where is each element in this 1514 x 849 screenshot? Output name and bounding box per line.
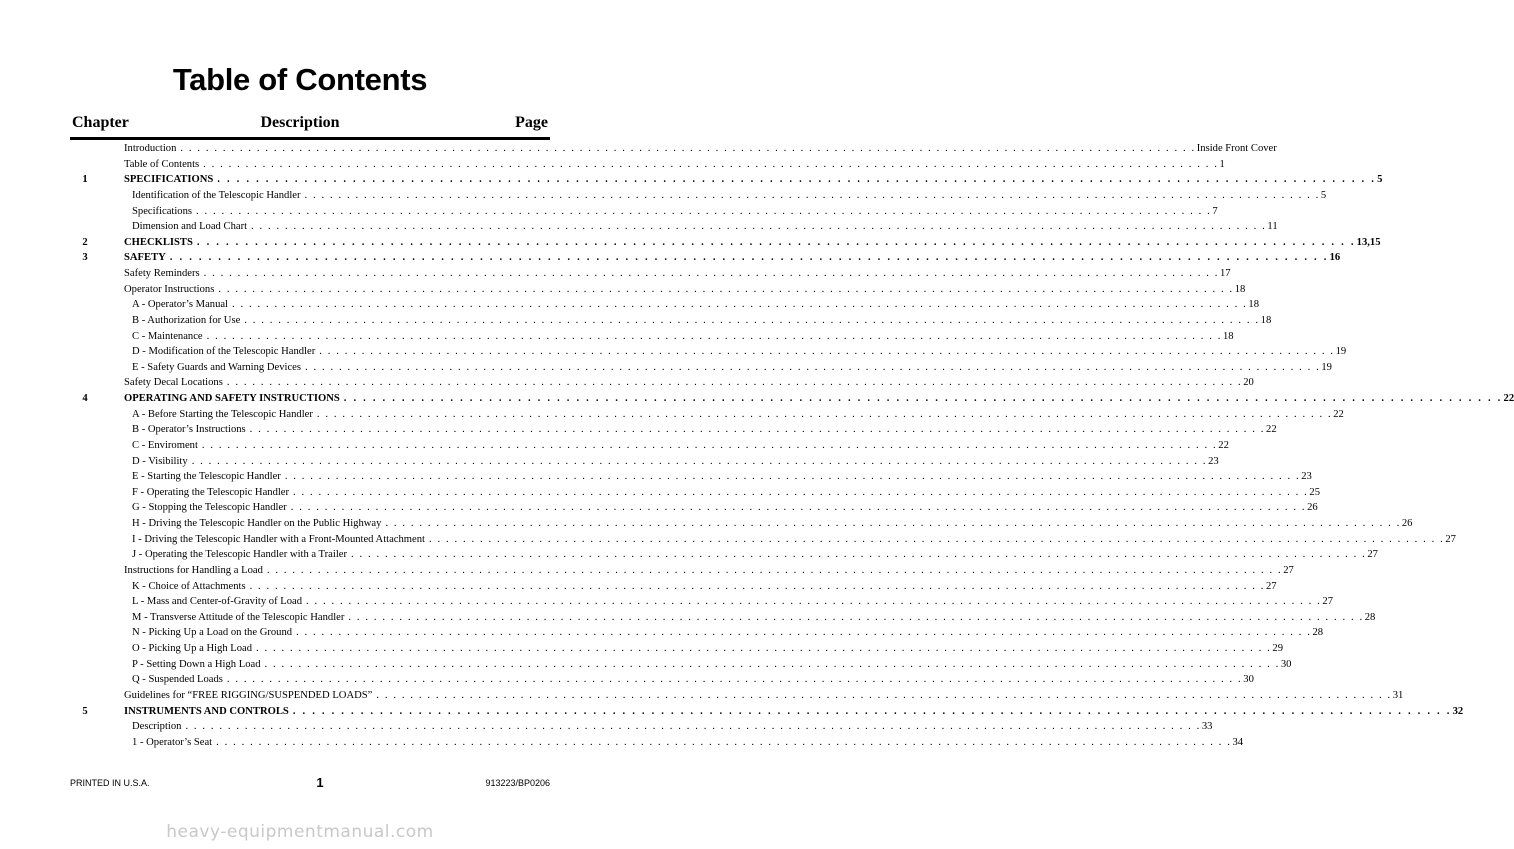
dot-leader: . . . . . . . . . . . . . . . . . . . . . . . . . . . . . . . . . . . . . . . . . . . . . . . . . . . . . . . . . . . . . . . . . . . . . . . . . . . . . . . . . . . . . . . . . . . . . . . . . . . . . . . . . . . . . . . . . . . . . . . . (293, 486, 1309, 498)
toc-row (0, 657, 1292, 673)
entry-title: CHECKLISTS (124, 236, 193, 248)
dot-leader: . . . . . . . . . . . . . . . . . . . . . . . . . . . . . . . . . . . . . . . . . . . . . . . . . . . . . . . . . . . . . . . . . . . . . . . . . . . . . . . . . . . . . . . . . . . . . . . . . . . . . . . . . . . . . . . . . . . . . . . . (428, 533, 1445, 545)
toc-row (0, 688, 1404, 704)
dot-leader: . . . . . . . . . . . . . . . . . . . . . . . . . . . . . . . . . . . . . . . . . . . . . . . . . . . . . . . . . . . . . . . . . . . . . . . . . . . . . . . . . . . . . . . . . . . . . . . . . . . . . . . . . . . . . . . . . . . . . . . . (185, 721, 1201, 733)
page-title: Table of Contents (172, 62, 428, 97)
column-header-page: Page (515, 114, 548, 131)
toc-entry[interactable] (132, 610, 1376, 626)
dot-leader: . . . . . . . . . . . . . . . . . . . . . . . . . . . . . . . . . . . . . . . . . . . . . . . . . . . . . . . . . . . . . . . . . . . . . . . . . . . . . . . . . . . . . . . . . . . . . . . . . . . . . . . . . . . . . . . . . . . . . . . . (305, 361, 1321, 373)
entry-title: O - Picking Up a High Load (132, 643, 253, 654)
dot-leader: . . . . . . . . . . . . . . . . . . . . . . . . . . . . . . . . . . . . . . . . . . . . . . . . . . . . . . . . . . . . . . . . . . . . . . . . . . . . . . . . . . . . . . . . . . . . . . . . . . . . . . . . . . . . . . . . . . . . . . . . (180, 143, 1196, 154)
toc-row (0, 391, 1514, 407)
toc-entry[interactable] (132, 516, 1413, 532)
toc-entry[interactable] (132, 407, 1344, 423)
toc-row (0, 454, 1219, 470)
entry-page-number: 18 (1260, 314, 1272, 326)
dot-leader: . . . . . . . . . . . . . . . . . . . . . . . . . . . . . . . . . . . . . . . . . . . . . . . . . . . . . . . . . . . . . . . . . . . . . . . . . . . . . . . . . . . . . . . . . . . . . . . . . . . . . . . . . . . . . . . . . . . . . . . . (196, 236, 1356, 248)
toc-row (0, 329, 1234, 345)
chapter-number: 3 (82, 252, 88, 264)
dot-leader: . . . . . . . . . . . . . . . . . . . . . . . . . . . . . . . . . . . . . . . . . . . . . . . . . . . . . . . . . . . . . . . . . . . . . . . . . . . . . . . . . . . . . . . . . . . . . . . . . . . . . . . . . . . . . . . . . . . . . . . . (249, 580, 1265, 592)
toc-row (0, 141, 1277, 157)
entry-page-number: 7 (1212, 205, 1218, 217)
toc-entry[interactable] (132, 188, 1327, 204)
entry-title: D - Modification of the Telescopic Handler (132, 346, 316, 358)
dot-leader: . . . . . . . . . . . . . . . . . . . . . . . . . . . . . . . . . . . . . . . . . . . . . . . . . . . . . . . . . . . . . . . . . . . . . . . . . . . . . . . . . . . . . . . . . . . . . . . . . . . . . . . . . . . . . . . . . . . . . . . . (226, 377, 1243, 389)
toc-row (0, 204, 1218, 220)
entry-page-number: Inside Front Cover (1196, 143, 1277, 154)
entry-title: Dimension and Load Chart (132, 221, 248, 233)
toc-entry[interactable] (132, 469, 1312, 485)
toc-row (0, 438, 1229, 454)
entry-title: D - Visibility (132, 455, 188, 467)
toc-row (0, 266, 1231, 282)
entry-title: OPERATING AND SAFETY INSTRUCTIONS (124, 393, 340, 404)
toc-entry[interactable] (124, 391, 1514, 407)
toc-entry[interactable] (124, 235, 1381, 251)
toc-row (0, 469, 1312, 485)
entry-page-number: 31 (1392, 689, 1404, 701)
toc-row (0, 625, 1324, 641)
entry-title: I - Driving the Telescopic Handler with a Front-Mounted Attachment (132, 533, 425, 545)
toc-row (0, 407, 1344, 423)
toc-entry[interactable] (132, 297, 1259, 313)
entry-title: Table of Contents (124, 158, 200, 170)
toc-entry[interactable] (124, 141, 1277, 157)
toc-entry[interactable] (132, 672, 1254, 688)
dot-leader: . . . . . . . . . . . . . . . . . . . . . . . . . . . . . . . . . . . . . . . . . . . . . . . . . . . . . . . . . . . . . . . . . . . . . . . . . . . . . . . . . . . . . . . . . . . . . . . . . . . . . . . . . . . . . . . . . . . . . . . . (304, 189, 1320, 201)
entry-title: Instructions for Handling a Load (124, 564, 263, 576)
column-header-chapter: Chapter (72, 114, 129, 131)
watermark: heavy-equipmentmanual.com (166, 822, 434, 842)
dot-leader: . . . . . . . . . . . . . . . . . . . . . . . . . . . . . . . . . . . . . . . . . . . . . . . . . . . . . . . . . . . . . . . . . . . . . . . . . . . . . . . . . . . . . . . . . . . . . . . . . . . . . . . . . . . . . . . . . . . . . . . . (351, 549, 1367, 561)
toc-entry[interactable] (124, 157, 1225, 173)
dot-leader: . . . . . . . . . . . . . . . . . . . . . . . . . . . . . . . . . . . . . . . . . . . . . . . . . . . . . . . . . . . . . . . . . . . . . . . . . . . . . . . . . . . . . . . . . . . . . . . . . . . . . . . . . . . . . . . . . . . . . . . . (266, 564, 1283, 576)
entry-title: C - Enviroment (132, 439, 198, 451)
dot-leader: . . . . . . . . . . . . . . . . . . . . . . . . . . . . . . . . . . . . . . . . . . . . . . . . . . . . . . . . . . . . . . . . . . . . . . . . . . . . . . . . . . . . . . . . . . . . . . . . . . . . . . . . . . . . . . . . . . . . . . . . (232, 299, 1248, 311)
toc-row (0, 485, 1321, 501)
entry-title: B - Authorization for Use (132, 314, 241, 326)
toc-entry[interactable] (132, 594, 1333, 610)
toc-entry[interactable] (132, 735, 1244, 751)
dot-leader: . . . . . . . . . . . . . . . . . . . . . . . . . . . . . . . . . . . . . . . . . . . . . . . . . . . . . . . . . . . . . . . . . . . . . . . . . . . . . . . . . . . . . . . . . . . . . . . . . . . . . . . . . . . . . . . . . . . . . . . . (203, 158, 1219, 170)
toc-row (0, 172, 1383, 188)
entry-page-number: 22 (1218, 439, 1229, 451)
entry-page-number: 30 (1280, 658, 1292, 670)
toc-entry[interactable] (132, 641, 1284, 657)
entry-page-number: 17 (1220, 268, 1231, 279)
dot-leader: . . . . . . . . . . . . . . . . . . . . . . . . . . . . . . . . . . . . . . . . . . . . . . . . . . . . . . . . . . . . . . . . . . . . . . . . . . . . . . . . . . . . . . . . . . . . . . . . . . . . . . . . . . . . . . . . . . . . . . . . (284, 471, 1301, 483)
entry-page-number: 27 (1445, 533, 1456, 545)
dot-leader: . . . . . . . . . . . . . . . . . . . . . . . . . . . . . . . . . . . . . . . . . . . . . . . . . . . . . . . . . . . . . . . . . . . . . . . . . . . . . . . . . . . . . . . . . . . . . . . . . . . . . . . . . . . . . . . . . . . . . . . . (256, 643, 1272, 654)
entry-page-number: 13,15 (1356, 236, 1381, 248)
dot-leader: . . . . . . . . . . . . . . . . . . . . . . . . . . . . . . . . . . . . . . . . . . . . . . . . . . . . . . . . . . . . . . . . . . . . . . . . . . . . . . . . . . . . . . . . . . . . . . . . . . . . . . . . . . . . . . . . . . . . . . . . (290, 502, 1307, 514)
entry-title: M - Transverse Attitude of the Telescopic Handler (132, 611, 345, 623)
toc-entry[interactable] (132, 219, 1278, 235)
entry-page-number: 22 (1503, 393, 1514, 404)
dot-leader: . . . . . . . . . . . . . . . . . . . . . . . . . . . . . . . . . . . . . . . . . . . . . . . . . . . . . . . . . . . . . . . . . . . . . . . . . . . . . . . . . . . . . . . . . . . . . . . . . . . . . . . . . . . . . . . . . . . . . . . . (264, 658, 1280, 670)
footer-printed: PRINTED IN U.S.A. (70, 778, 150, 788)
toc-entry[interactable] (132, 438, 1229, 454)
entry-page-number: 20 (1243, 377, 1254, 389)
entry-title: K - Choice of Attachments (132, 580, 246, 592)
footer-doc-number: 913223/BP0206 (485, 778, 550, 788)
entry-title: INSTRUMENTS AND CONTROLS (124, 705, 289, 717)
entry-page-number: 27 (1322, 596, 1333, 608)
toc-entry[interactable] (132, 719, 1213, 735)
toc-entry[interactable] (124, 250, 1341, 266)
entry-title: P - Setting Down a High Load (132, 658, 261, 670)
dot-leader: . . . . . . . . . . . . . . . . . . . . . . . . . . . . . . . . . . . . . . . . . . . . . . . . . . . . . . . . . . . . . . . . . . . . . . . . . . . . . . . . . . . . . . . . . . . . . . . . . . . . . . . . . . . . . . . . . . . . . . . . (306, 596, 1322, 608)
chapter-number: 4 (82, 393, 88, 404)
toc-row (0, 532, 1456, 548)
entry-title: E - Starting the Telescopic Handler (132, 471, 281, 483)
dot-leader: . . . . . . . . . . . . . . . . . . . . . . . . . . . . . . . . . . . . . . . . . . . . . . . . . . . . . . . . . . . . . . . . . . . . . . . . . . . . . . . . . . . . . . . . . . . . . . . . . . . . . . . . . . . . . . . . . . . . . . . . (191, 455, 1208, 467)
dot-leader: . . . . . . . . . . . . . . . . . . . . . . . . . . . . . . . . . . . . . . . . . . . . . . . . . . . . . . . . . . . . . . . . . . . . . . . . . . . . . . . . . . . . . . . . . . . . . . . . . . . . . . . . . . . . . . . . . . . . . . . . (251, 221, 1267, 233)
toc-row (0, 563, 1294, 579)
toc-row (0, 282, 1246, 298)
entry-page-number: 27 (1283, 564, 1294, 576)
chapter-number: 5 (82, 705, 88, 717)
entry-page-number: 32 (1452, 705, 1464, 717)
entry-title: A - Operator’s Manual (132, 299, 229, 311)
dot-leader: . . . . . . . . . . . . . . . . . . . . . . . . . . . . . . . . . . . . . . . . . . . . . . . . . . . . . . . . . . . . . . . . . . . . . . . . . . . . . . . . . . . . . . . . . . . . . . . . . . . . . . . . . . . . . . . . . . . . . . . . (201, 439, 1218, 451)
toc-row (0, 422, 1277, 438)
entry-title: Description (132, 721, 182, 733)
toc-row (0, 375, 1254, 391)
dot-leader: . . . . . . . . . . . . . . . . . . . . . . . . . . . . . . . . . . . . . . . . . . . . . . . . . . . . . . . . . . . . . . . . . . . . . . . . . . . . . . . . . . . . . . . . . . . . . . . . . . . . . . . . . . . . . . . . . . . . . . . . (292, 705, 1452, 717)
toc-row (0, 188, 1327, 204)
toc-entry[interactable] (132, 657, 1292, 673)
dot-leader: . . . . . . . . . . . . . . . . . . . . . . . . . . . . . . . . . . . . . . . . . . . . . . . . . . . . . . . . . . . . . . . . . . . . . . . . . . . . . . . . . . . . . . . . . . . . . . . . . . . . . . . . . . . . . . . . . . . . . . . . (226, 674, 1243, 686)
dot-leader: . . . . . . . . . . . . . . . . . . . . . . . . . . . . . . . . . . . . . . . . . . . . . . . . . . . . . . . . . . . . . . . . . . . . . . . . . . . . . . . . . . . . . . . . . . . . . . . . . . . . . . . . . . . . . . . . . . . . . . . . (319, 346, 1335, 358)
entry-page-number: 18 (1234, 283, 1246, 295)
toc-entry[interactable] (132, 532, 1456, 548)
entry-title: Safety Reminders (124, 268, 200, 279)
toc-entry[interactable] (132, 500, 1318, 516)
entry-page-number: 22 (1266, 424, 1277, 436)
entry-title: Guidelines for “FREE RIGGING/SUSPENDED LOADS” (124, 689, 373, 701)
entry-title: A - Before Starting the Telescopic Handler (132, 408, 313, 420)
toc-row (0, 594, 1333, 610)
entry-title: 1 - Operator’s Seat (132, 736, 213, 748)
entry-page-number: 28 (1364, 611, 1376, 623)
entry-title: Introduction (124, 143, 177, 154)
chapter-number: 1 (82, 174, 88, 186)
toc-row (0, 579, 1277, 595)
toc-list (0, 141, 1514, 750)
column-header-description: Description (260, 114, 340, 131)
entry-title: J - Operating the Telescopic Handler with a Trailer (132, 549, 347, 561)
toc-entry[interactable] (124, 282, 1246, 298)
toc-row (0, 672, 1254, 688)
entry-page-number: 18 (1222, 330, 1234, 342)
entry-page-number: 23 (1301, 471, 1312, 483)
toc-row (0, 250, 1341, 266)
entry-title: H - Driving the Telescopic Handler on the Public Highway (132, 518, 382, 529)
entry-page-number: 30 (1243, 674, 1254, 686)
entry-page-number: 18 (1248, 299, 1259, 311)
entry-page-number: 26 (1401, 518, 1413, 529)
entry-page-number: 5 (1320, 189, 1327, 201)
toc-row (0, 500, 1318, 516)
toc-row (0, 641, 1284, 657)
entry-title: G - Stopping the Telescopic Handler (132, 502, 287, 514)
dot-leader: . . . . . . . . . . . . . . . . . . . . . . . . . . . . . . . . . . . . . . . . . . . . . . . . . . . . . . . . . . . . . . . . . . . . . . . . . . . . . . . . . . . . . . . . . . . . . . . . . . . . . . . . . . . . . . . . . . . . . . . . (244, 314, 1260, 326)
entry-page-number: 19 (1335, 346, 1347, 358)
entry-page-number: 22 (1333, 408, 1344, 420)
header-rule (70, 137, 550, 140)
entry-title: B - Operator’s Instructions (132, 424, 246, 436)
dot-leader: . . . . . . . . . . . . . . . . . . . . . . . . . . . . . . . . . . . . . . . . . . . . . . . . . . . . . . . . . . . . . . . . . . . . . . . . . . . . . . . . . . . . . . . . . . . . . . . . . . . . . . . . . . . . . . . . . . . . . . . . (249, 424, 1266, 436)
entry-page-number: 16 (1329, 252, 1341, 264)
entry-title: F - Operating the Telescopic Handler (132, 486, 290, 498)
entry-title: Operator Instructions (124, 283, 215, 295)
toc-row (0, 219, 1278, 235)
toc-entry[interactable] (132, 422, 1277, 438)
entry-page-number: 19 (1321, 361, 1332, 373)
toc-entry[interactable] (132, 547, 1378, 563)
dot-leader: . . . . . . . . . . . . . . . . . . . . . . . . . . . . . . . . . . . . . . . . . . . . . . . . . . . . . . . . . . . . . . . . . . . . . . . . . . . . . . . . . . . . . . . . . . . . . . . . . . . . . . . . . . . . . . . . . . . . . . . . (206, 330, 1222, 342)
entry-page-number: 1 (1219, 158, 1225, 170)
entry-title: SPECIFICATIONS (124, 174, 214, 186)
toc-entry[interactable] (132, 485, 1321, 501)
dot-leader: . . . . . . . . . . . . . . . . . . . . . . . . . . . . . . . . . . . . . . . . . . . . . . . . . . . . . . . . . . . . . . . . . . . . . . . . . . . . . . . . . . . . . . . . . . . . . . . . . . . . . . . . . . . . . . . . . . . . . . . . (218, 283, 1234, 295)
toc-row (0, 313, 1272, 329)
entry-page-number: 34 (1232, 736, 1244, 748)
toc-row (0, 344, 1347, 360)
entry-page-number: 27 (1367, 549, 1378, 561)
dot-leader: . . . . . . . . . . . . . . . . . . . . . . . . . . . . . . . . . . . . . . . . . . . . . . . . . . . . . . . . . . . . . . . . . . . . . . . . . . . . . . . . . . . . . . . . . . . . . . . . . . . . . . . . . . . . . . . . . . . . . . . . (316, 408, 1333, 420)
entry-title: C - Maintenance (132, 330, 203, 342)
entry-title: Q - Suspended Loads (132, 674, 223, 686)
toc-row (0, 719, 1213, 735)
toc-entry[interactable] (124, 266, 1231, 282)
toc-row (0, 235, 1381, 251)
entry-page-number: 28 (1312, 627, 1324, 639)
toc-entry[interactable] (132, 579, 1277, 595)
toc-entry[interactable] (124, 704, 1464, 720)
entry-page-number: 11 (1267, 221, 1278, 233)
entry-page-number: 5 (1377, 174, 1383, 186)
toc-entry[interactable] (124, 172, 1383, 188)
dot-leader: . . . . . . . . . . . . . . . . . . . . . . . . . . . . . . . . . . . . . . . . . . . . . . . . . . . . . . . . . . . . . . . . . . . . . . . . . . . . . . . . . . . . . . . . . . . . . . . . . . . . . . . . . . . . . . . . . . . . . . . . (169, 252, 1329, 264)
dot-leader: . . . . . . . . . . . . . . . . . . . . . . . . . . . . . . . . . . . . . . . . . . . . . . . . . . . . . . . . . . . . . . . . . . . . . . . . . . . . . . . . . . . . . . . . . . . . . . . . . . . . . . . . . . . . . . . . . . . . . . . . (376, 689, 1392, 701)
dot-leader: . . . . . . . . . . . . . . . . . . . . . . . . . . . . . . . . . . . . . . . . . . . . . . . . . . . . . . . . . . . . . . . . . . . . . . . . . . . . . . . . . . . . . . . . . . . . . . . . . . . . . . . . . . . . . . . . . . . . . . . . (296, 627, 1312, 639)
dot-leader: . . . . . . . . . . . . . . . . . . . . . . . . . . . . . . . . . . . . . . . . . . . . . . . . . . . . . . . . . . . . . . . . . . . . . . . . . . . . . . . . . . . . . . . . . . . . . . . . . . . . . . . . . . . . . . . . . . . . . . . . (385, 518, 1401, 529)
entry-page-number: 25 (1309, 486, 1321, 498)
entry-title: E - Safety Guards and Warning Devices (132, 361, 301, 373)
entry-title: L - Mass and Center-of-Gravity of Load (132, 596, 303, 608)
entry-title: Specifications (132, 205, 193, 217)
entry-title: N - Picking Up a Load on the Ground (132, 627, 293, 639)
entry-title: Safety Decal Locations (124, 377, 223, 389)
toc-entry[interactable] (132, 625, 1324, 641)
entry-page-number: 27 (1265, 580, 1277, 592)
toc-entry[interactable] (124, 563, 1294, 579)
toc-entry[interactable] (132, 313, 1272, 329)
toc-entry[interactable] (132, 454, 1219, 470)
entry-page-number: 33 (1201, 721, 1213, 733)
toc-entry[interactable] (124, 688, 1404, 704)
toc-row (0, 516, 1413, 532)
dot-leader: . . . . . . . . . . . . . . . . . . . . . . . . . . . . . . . . . . . . . . . . . . . . . . . . . . . . . . . . . . . . . . . . . . . . . . . . . . . . . . . . . . . . . . . . . . . . . . . . . . . . . . . . . . . . . . . . . . . . . . . . (196, 205, 1212, 217)
entry-title: Identification of the Telescopic Handler (132, 189, 301, 201)
toc-entry[interactable] (132, 204, 1218, 220)
toc-row (0, 735, 1244, 751)
chapter-number: 2 (82, 236, 88, 248)
toc-row (0, 157, 1225, 173)
toc-entry[interactable] (124, 375, 1254, 391)
toc-row (0, 360, 1332, 376)
entry-page-number: 26 (1307, 502, 1318, 514)
dot-leader: . . . . . . . . . . . . . . . . . . . . . . . . . . . . . . . . . . . . . . . . . . . . . . . . . . . . . . . . . . . . . . . . . . . . . . . . . . . . . . . . . . . . . . . . . . . . . . . . . . . . . . . . . . . . . . . . . . . . . . . . (203, 268, 1219, 279)
toc-row (0, 610, 1376, 626)
dot-leader: . . . . . . . . . . . . . . . . . . . . . . . . . . . . . . . . . . . . . . . . . . . . . . . . . . . . . . . . . . . . . . . . . . . . . . . . . . . . . . . . . . . . . . . . . . . . . . . . . . . . . . . . . . . . . . . . . . . . . . . . (216, 736, 1232, 748)
toc-row (0, 297, 1259, 313)
dot-leader: . . . . . . . . . . . . . . . . . . . . . . . . . . . . . . . . . . . . . . . . . . . . . . . . . . . . . . . . . . . . . . . . . . . . . . . . . . . . . . . . . . . . . . . . . . . . . . . . . . . . . . . . . . . . . . . . . . . . . . . . (343, 393, 1503, 404)
entry-page-number: 29 (1272, 643, 1284, 654)
dot-leader: . . . . . . . . . . . . . . . . . . . . . . . . . . . . . . . . . . . . . . . . . . . . . . . . . . . . . . . . . . . . . . . . . . . . . . . . . . . . . . . . . . . . . . . . . . . . . . . . . . . . . . . . . . . . . . . . . . . . . . . . (217, 174, 1377, 186)
toc-entry[interactable] (132, 344, 1347, 360)
toc-entry[interactable] (132, 360, 1332, 376)
entry-title: SAFETY (124, 252, 166, 264)
entry-page-number: 23 (1208, 455, 1219, 467)
dot-leader: . . . . . . . . . . . . . . . . . . . . . . . . . . . . . . . . . . . . . . . . . . . . . . . . . . . . . . . . . . . . . . . . . . . . . . . . . . . . . . . . . . . . . . . . . . . . . . . . . . . . . . . . . . . . . . . . . . . . . . . . (348, 611, 1364, 623)
toc-row (0, 704, 1464, 720)
footer-page-number: 1 (316, 775, 324, 790)
toc-row (0, 547, 1378, 563)
toc-entry[interactable] (132, 329, 1234, 345)
